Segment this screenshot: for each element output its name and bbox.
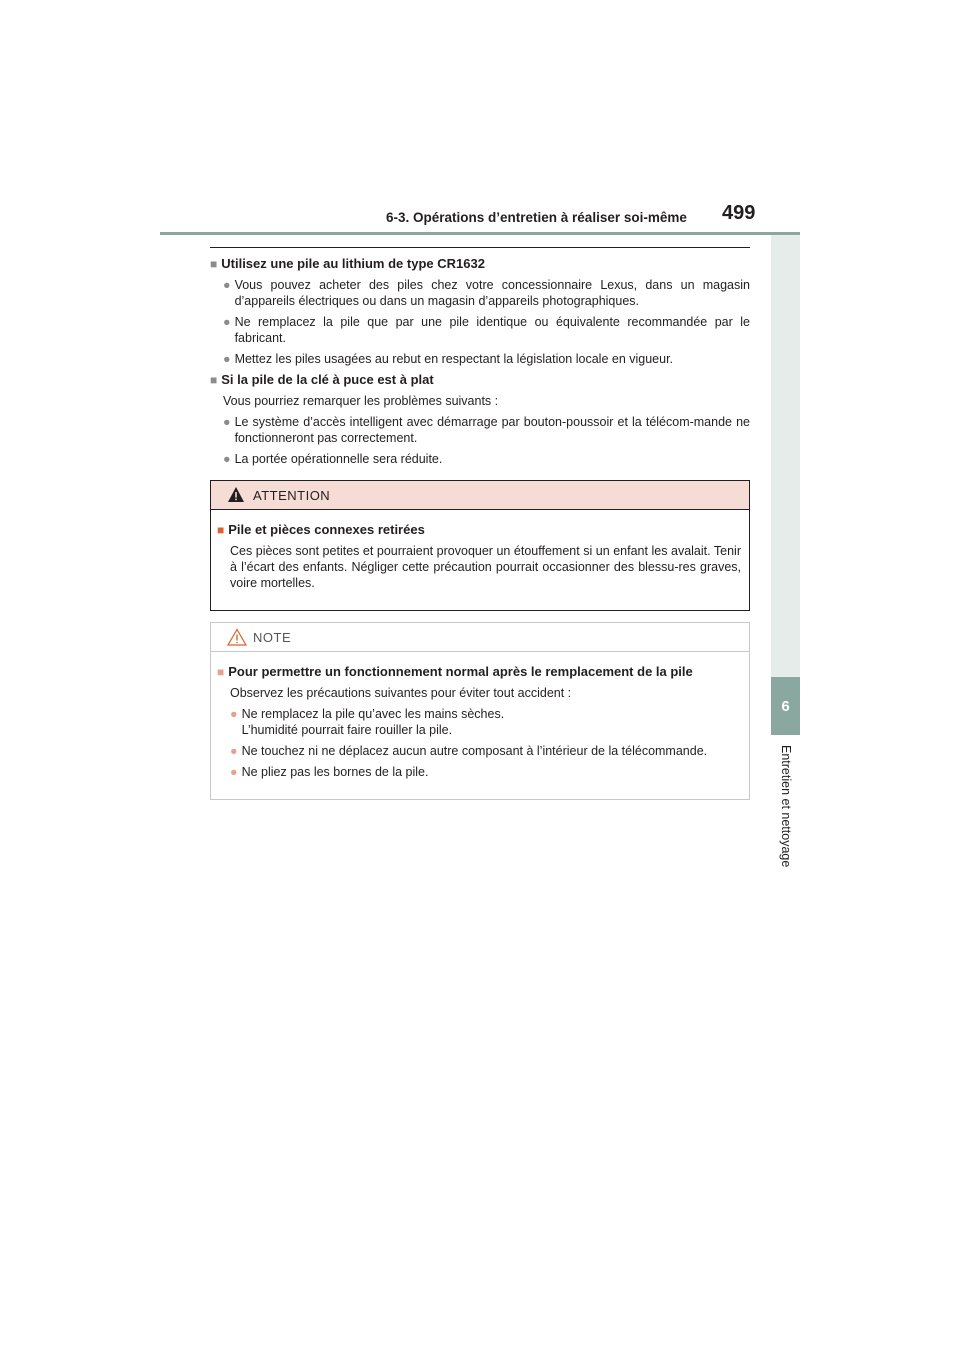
circle-bullet-icon: ● <box>230 707 238 721</box>
circle-bullet-icon: ● <box>223 278 231 292</box>
section-intro: Vous pourriez remarquer les problèmes suivants : <box>223 394 499 408</box>
attention-title: ■ Pile et pièces connexes retirées <box>217 522 425 537</box>
list-item: ● Ne pliez pas les bornes de la pile. <box>230 765 429 779</box>
note-intro: Observez les précautions suivantes pour éviter tout accident : <box>230 686 572 700</box>
circle-bullet-icon: ● <box>230 744 238 758</box>
list-item: ● Ne touchez ni ne déplacez aucun autre composant à l’intérieur de la télécommande. <box>230 744 708 758</box>
list-item: ● Mettez les piles usagées au rebut en respectant la législation locale en vigueur. <box>223 352 674 366</box>
circle-bullet-icon: ● <box>223 315 231 329</box>
circle-bullet-icon: ● <box>230 765 238 779</box>
caution-icon <box>227 628 247 646</box>
side-strip <box>771 235 800 677</box>
note-sub-text: L’humidité pourrait faire rouiller la pile. <box>241 723 453 737</box>
section-heading: ■ Utilisez une pile au lithium de type CR1632 <box>210 256 485 271</box>
content-rule <box>210 247 750 248</box>
square-bullet-icon: ■ <box>210 257 218 271</box>
header-section-title: 6-3. Opérations d’entretien à réaliser soi-même <box>386 210 687 225</box>
attention-box <box>210 480 750 611</box>
list-item: ● Ne remplacez la pile qu’avec les mains sèches. L’humidité pourrait faire rouiller la pile. <box>230 707 505 737</box>
circle-bullet-icon: ● <box>223 352 231 366</box>
list-item: ● Ne remplacez la pile que par une pile identique ou équivalente recommandée par le fabricant. <box>223 315 750 345</box>
list-item: ● La portée opérationnelle sera réduite. <box>223 452 443 466</box>
note-header: NOTE <box>211 623 749 652</box>
attention-header: ATTENTION <box>211 481 749 510</box>
circle-bullet-icon: ● <box>223 452 231 466</box>
chapter-title: Entretien et nettoyage <box>779 745 793 868</box>
square-bullet-icon: ■ <box>217 665 225 679</box>
square-bullet-icon: ■ <box>210 373 218 387</box>
main-content <box>210 256 750 472</box>
note-box <box>210 622 750 800</box>
attention-text: Ces pièces sont petites et pourraient provoquer un étouffement si un enfant les avalait. Tenir à l’écart des enfants. Négliger cette précaution pourrait occasionner des blessu-res graves, voire mortelles. <box>230 544 741 590</box>
list-item: ● Vous pouvez acheter des piles chez votre concessionnaire Lexus, dans un magasin d’appareils électriques ou dans un magasin d’appareils photographiques. <box>223 278 750 308</box>
circle-bullet-icon: ● <box>223 415 231 429</box>
square-bullet-icon: ■ <box>217 523 225 537</box>
section-heading: ■ Si la pile de la clé à puce est à plat <box>210 372 434 387</box>
list-item: ● Le système d’accès intelligent avec démarrage par bouton-poussoir et la télécom-mande ne fonctionneront pas correctement. <box>223 415 750 445</box>
page-number: 499 <box>722 202 756 224</box>
warning-icon <box>227 486 245 503</box>
note-title: ■ Pour permettre un fonctionnement normal après le remplacement de la pile <box>217 664 693 679</box>
header-rule <box>160 232 800 235</box>
chapter-tab: 6 <box>771 677 800 735</box>
